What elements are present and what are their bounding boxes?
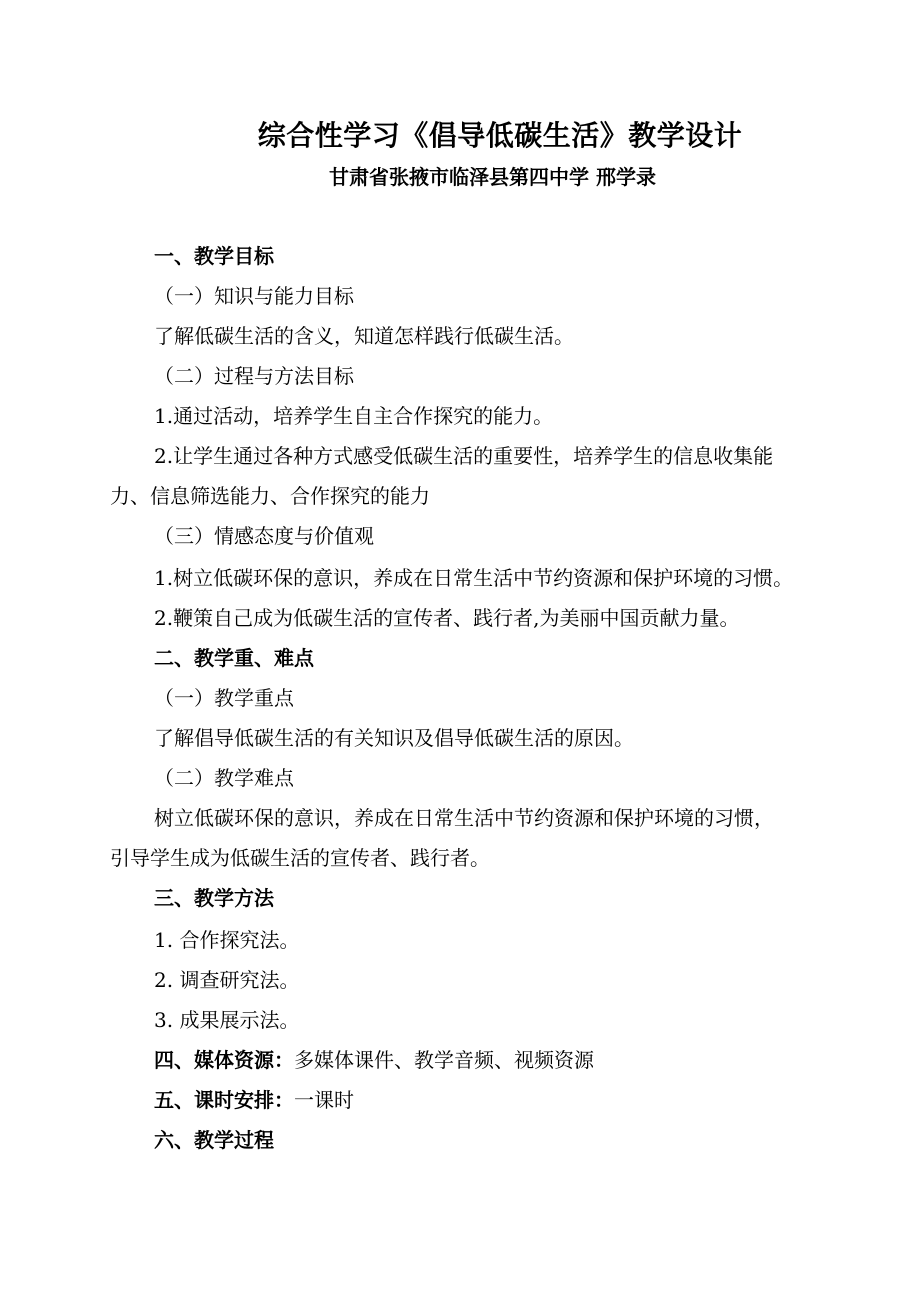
subheading-key: （一）教学重点 (154, 686, 294, 710)
subheading-knowledge: （一）知识与能力目标 (154, 284, 354, 308)
paragraph: 树立低碳环保的意识，养成在日常生活中节约资源和保护环境的习惯， (154, 806, 774, 830)
subheading-difficulty: （二）教学难点 (154, 766, 294, 790)
section-heading-process: 六、教学过程 (154, 1128, 274, 1152)
media-text: 多媒体课件、教学音频、视频资源 (294, 1048, 594, 1072)
section-heading-media: 四、媒体资源： (154, 1048, 294, 1072)
subheading-process: （二）过程与方法目标 (154, 364, 354, 388)
document-author: 甘肃省张掖市临泽县第四中学 邢学录 (329, 165, 656, 189)
paragraph-continuation: 力、信息筛选能力、合作探究的能力 (110, 484, 430, 508)
paragraph: 2.让学生通过各种方式感受低碳生活的重要性，培养学生的信息收集能 (154, 444, 774, 468)
paragraph: 了解倡导低碳生活的有关知识及倡导低碳生活的原因。 (154, 726, 634, 750)
list-item: 3. 成果展示法。 (154, 1008, 300, 1032)
paragraph: 1.树立低碳环保的意识，养成在日常生活中节约资源和保护环境的习惯。 (154, 566, 794, 590)
section-heading-key-points: 二、教学重、难点 (154, 646, 314, 670)
paragraph: 了解低碳生活的含义，知道怎样践行低碳生活。 (154, 324, 574, 348)
paragraph-continuation: 引导学生成为低碳生活的宣传者、践行者。 (110, 846, 490, 870)
section-schedule (154, 1086, 354, 1114)
section-heading-schedule: 五、课时安排： (154, 1088, 294, 1112)
section-media (154, 1046, 594, 1074)
schedule-text: 一课时 (294, 1088, 354, 1112)
document-title: 综合性学习《倡导低碳生活》教学设计 (257, 119, 743, 152)
section-heading-objectives: 一、教学目标 (154, 244, 274, 268)
list-item: 2. 调查研究法。 (154, 968, 300, 992)
list-item: 1. 合作探究法。 (154, 928, 300, 952)
section-heading-methods: 三、教学方法 (154, 886, 274, 910)
paragraph: 1.通过活动，培养学生自主合作探究的能力。 (154, 404, 554, 428)
subheading-attitude: （三）情感态度与价值观 (154, 524, 374, 548)
paragraph: 2.鞭策自己成为低碳生活的宣传者、践行者,为美丽中国贡献力量。 (154, 606, 740, 630)
